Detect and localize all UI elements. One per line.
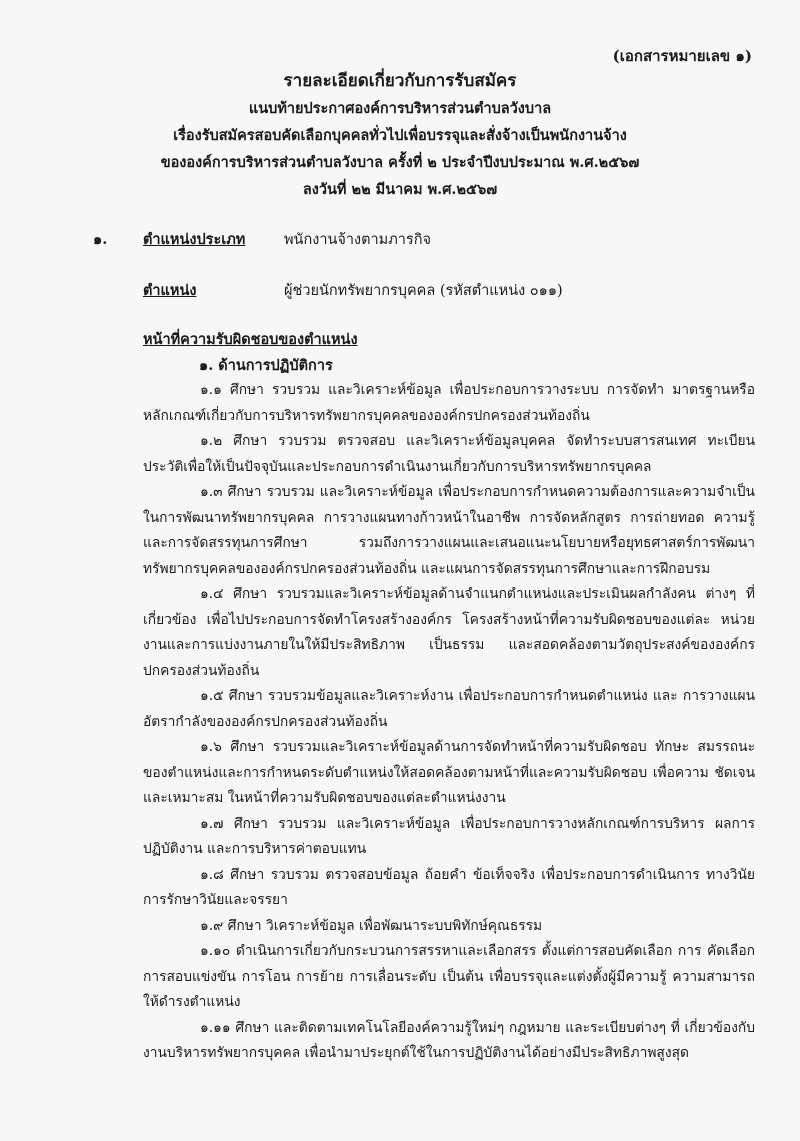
position-value: ผู้ช่วยนักทรัพยากรบุคคล (รหัสตำแหน่ง ๐๑๑): [284, 283, 563, 299]
duty-item: ๑.๙ ศึกษา วิเคราะห์ข้อมูล เพื่อพัฒนาระบบพิทักษ์คุณธรรม: [200, 917, 543, 934]
duty-item: ๑.๑ ศึกษา รวบรวม และวิเคราะห์ข้อมูล เพื่อประกอบการวางระบบ การจัดทำ มาตรฐานหรือหลักเกณฑ์เกี่ยวกับการบริหารทรัพยากรบุคคลขององค์กรปกครองส่วนท้องถิ่น: [143, 382, 755, 424]
duties-section-title: หน้าที่ความรับผิดชอบของตำแหน่ง: [143, 331, 358, 348]
date-line: ลงวันที่ ๒๒ มีนาคม พ.ศ.๒๕๖๗: [302, 181, 498, 198]
position-type-number: ๑.: [93, 231, 108, 248]
duty-item: ๑.๑๑ ศึกษา และติดตามเทคโนโลยีองค์ความรู้ใหม่ๆ กฎหมาย และระเบียบต่างๆ ที่ เกี่ยวข้องกับงานบริหารทรัพยากรบุคคล เพื่อนำมาประยุกต์ใช้ในการปฏิบัติงานได้อย่างมีประสิทธิภาพสูงสุด: [143, 1019, 755, 1061]
subject-label: เรื่อง: [173, 127, 202, 144]
document-number: (เอกสารหมายเลข ๑): [612, 47, 752, 65]
duties-section: [143, 327, 755, 1067]
position-type-value: พนักงานจ้างตามภารกิจ: [284, 232, 431, 248]
position-type-label: ตำแหน่งประเภท: [143, 231, 246, 248]
duty-item: ๑.๗ ศึกษา รวบรวม และวิเคราะห์ข้อมูล เพื่อประกอบการวางหลักเกณฑ์การบริหาร ผลการปฏิบัติงาน และการบริหารค่าตอบแทน: [143, 815, 755, 857]
subject-text: รับสมัครสอบคัดเลือกบุคคลทั่วไปเพื่อบรรจุและสั่งจ้างเป็นพนักงานจ้าง: [201, 127, 627, 144]
subject-line-2: ขององค์การบริหารส่วนตำบลวังบาล ครั้งที่ ๒ ประจำปีงบประมาณ พ.ศ.๒๕๖๗: [160, 154, 640, 171]
duty-item: ๑.๖ ศึกษา รวบรวมและวิเคราะห์ข้อมูลด้านการจัดทำหน้าที่ความรับผิดชอบ ทักษะ สมรรถนะของตำแหน่งและการกำหนดระดับตำแหน่งให้สอดคล้องตามหน้าที่และความรับผิดชอบ เพื่อความ ชัดเจนและเหมาะสม ในหน้าที่ความรับผิดชอบของแต่ละตำแหน่งงาน: [143, 739, 755, 806]
attachment-line: แนบท้ายประกาศองค์การบริหารส่วนตำบลวังบาล: [248, 100, 552, 117]
duty-item: ๑.๘ ศึกษา รวบรวม ตรวจสอบข้อมูล ถ้อยคำ ข้อเท็จจริง เพื่อประกอบการดำเนินการ ทางวินัยการรักษาวินัยและจรรยา: [143, 866, 755, 908]
document-title: รายละเอียดเกี่ยวกับการรับสมัคร: [283, 71, 517, 91]
position-label: ตำแหน่ง: [143, 282, 197, 299]
document-header: [0, 68, 800, 203]
subject-line: [0, 122, 800, 149]
duty-item: ๑.๑๐ ดำเนินการเกี่ยวกับกระบวนการสรรหาและเลือกสรร ตั้งแต่การสอบคัดเลือก การ คัดเลือกการสอบแข่งขัน การโอน การย้าย การเลื่อนระดับ เป็นต้น เพื่อบรรจุและแต่งตั้งผู้มีความรู้ ความสามารถให้ดำรงตำแหน่ง: [143, 943, 755, 1010]
duty-item: ๑.๒ ศึกษา รวบรวม ตรวจสอบ และวิเคราะห์ข้อมูลบุคคล จัดทำระบบสารสนเทศ ทะเบียนประวัติเพื่อให้เป็นปัจจุบันและประกอบการดำเนินงานเกี่ยวกับการบริหารทรัพยากรบุคคล: [143, 433, 755, 475]
duties-subsection-title: ๑. ด้านการปฏิบัติการ: [199, 356, 333, 374]
duty-item: ๑.๕ ศึกษา รวบรวมข้อมูลและวิเคราะห์งาน เพื่อประกอบการกำหนดตำแหน่ง และ การวางแผนอัตรากำลังขององค์กรปกครองส่วนท้องถิ่น: [143, 688, 755, 730]
duty-item: ๑.๓ ศึกษา รวบรวม และวิเคราะห์ข้อมูล เพื่อประกอบการกำหนดความต้องการและความจำเป็นในการพัฒนาทรัพยากรบุคคล การวางแผนทางก้าวหน้าในอาชีพ การจัดหลักสูตร การถ่ายทอด ความรู้และการจัดสรรทุนการศึกษา รวมถึงการวางแผนและเสนอแนะนโยบายหรือยุทธศาสตร์การพัฒนา ทรัพยากรบุคคลขององค์กรปกครองส่วนท้องถิ่น และแผนการจัดสรรทุนการศึกษาและการฝึกอบรม: [143, 484, 755, 577]
duty-item: ๑.๔ ศึกษา รวบรวมและวิเคราะห์ข้อมูลด้านจำแนกตำแหน่งและประเมินผลกำลังคน ต่างๆ ที่เกี่ยวข้อง เพื่อไปประกอบการจัดทำโครงสร้างองค์กร โครงสร้างหน้าที่ความรับผิดชอบของแต่ละ หน่วยงานและการแบ่งงานภายในให้มีประสิทธิภาพ เป็นธรรม และสอดคล้องตามวัตถุประสงค์ขององค์กร ปกครองส่วนท้องถิ่น: [143, 586, 755, 679]
